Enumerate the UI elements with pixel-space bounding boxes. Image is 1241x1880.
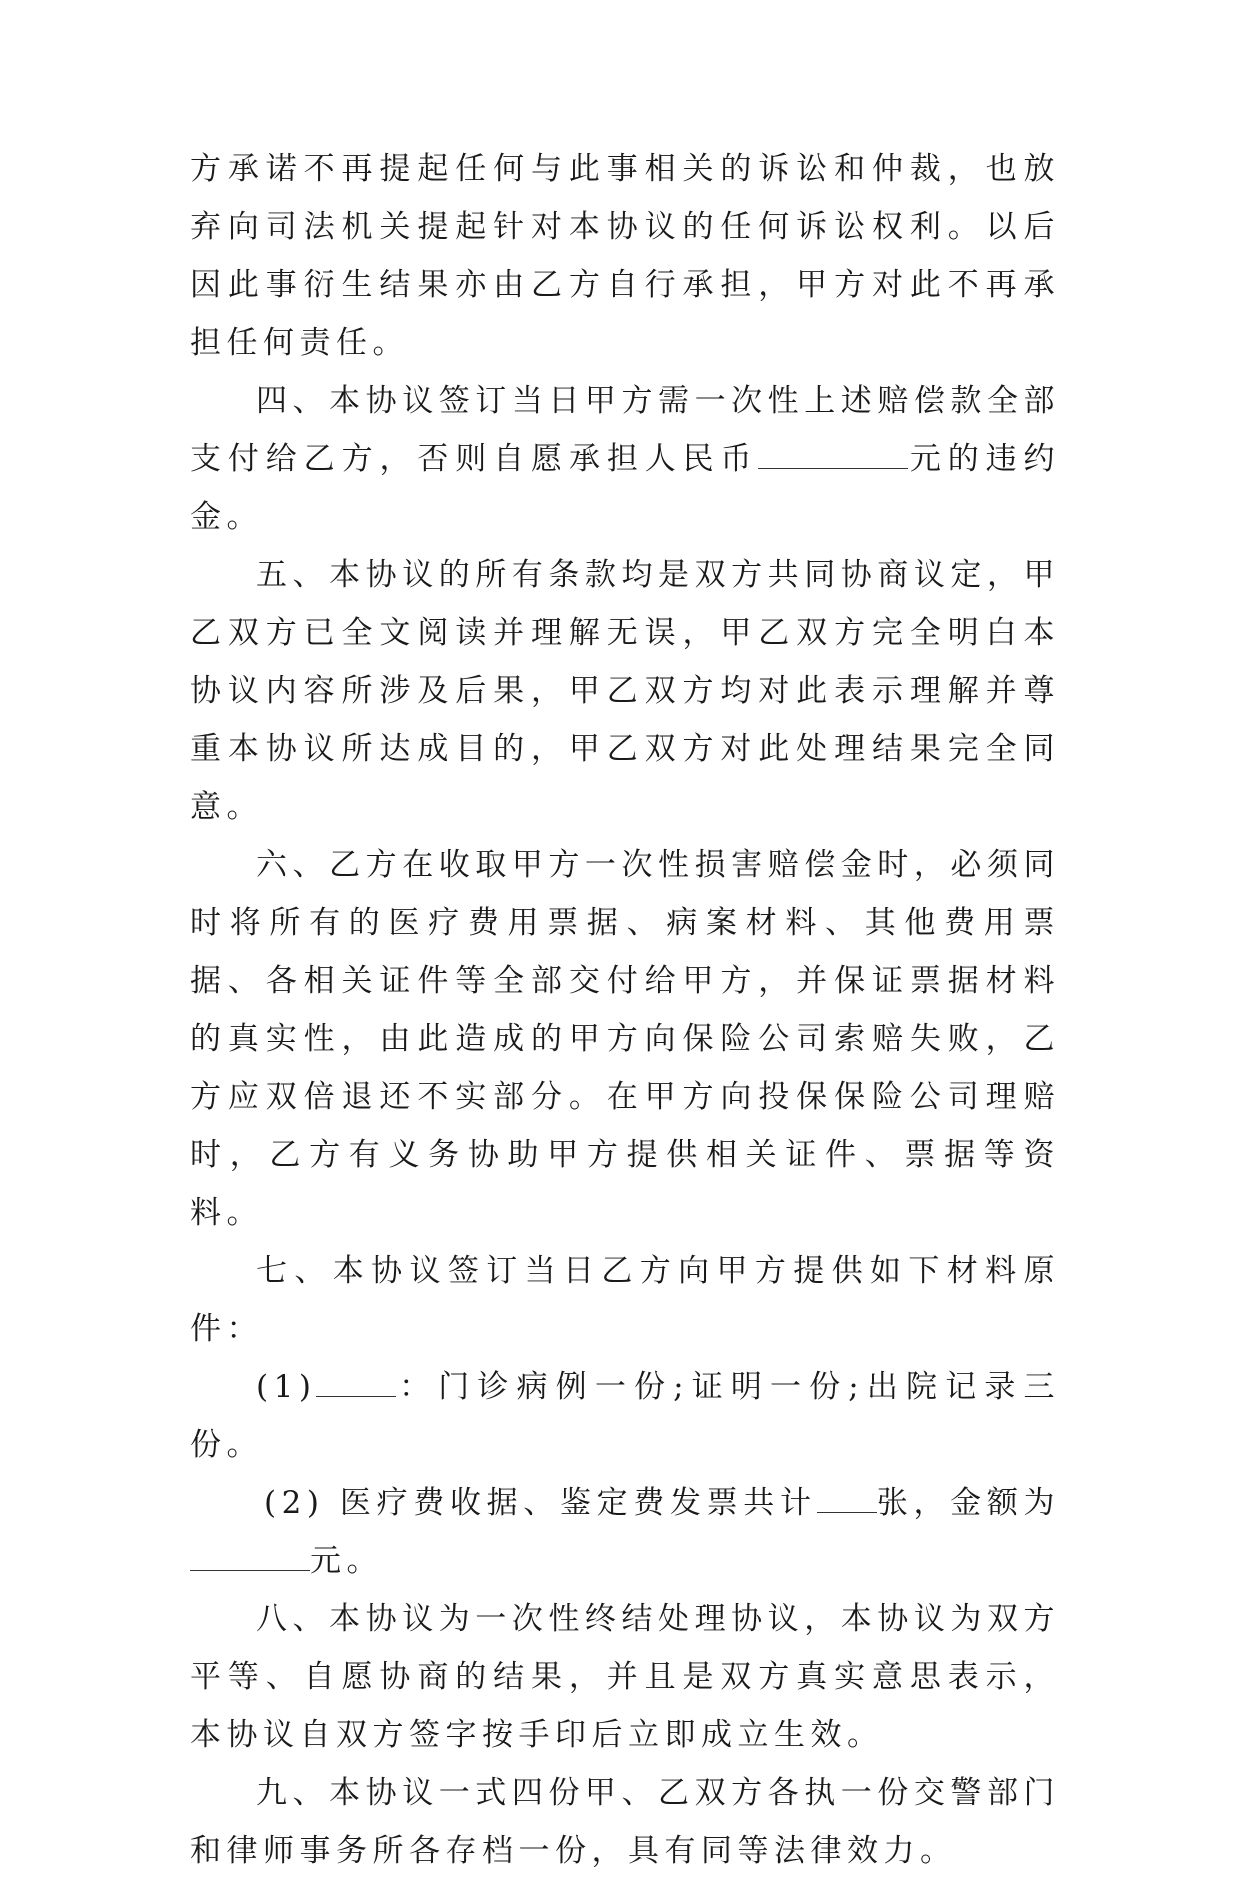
clause-7-item-2-text-c: 元。 bbox=[310, 1543, 383, 1579]
clause-7-item-2-cont bbox=[190, 1532, 1060, 1590]
penalty-amount-blank bbox=[758, 440, 908, 469]
clause-7-item-1-prefix: (1) bbox=[256, 1369, 317, 1405]
clause-4-text-b: 元的违约金。 bbox=[190, 441, 1061, 535]
clause-7-text: 七、本协议签订当日乙方向甲方提供如下材料原件： bbox=[190, 1253, 1060, 1347]
clause-7-item-1-text: ：门诊病例一份;证明一份;出院记录三份。 bbox=[190, 1369, 1060, 1463]
clause-5 bbox=[190, 546, 1060, 836]
clause-9 bbox=[190, 1764, 1060, 1880]
receipt-count-blank bbox=[817, 1484, 877, 1513]
paragraph-continued bbox=[190, 140, 1060, 372]
clause-7 bbox=[190, 1242, 1060, 1358]
clause-4 bbox=[190, 372, 1060, 546]
paragraph-continued-text: 方承诺不再提起任何与此事相关的诉讼和仲裁，也放弃向司法机关提起针对本协议的任何诉讼权利。以后因此事衍生结果亦由乙方自行承担，甲方对此不再承担任何责任。 bbox=[190, 151, 1060, 361]
receipt-amount-blank bbox=[190, 1542, 310, 1571]
clause-7-item-2-text-a: (2) 医疗费收据、鉴定费发票共计 bbox=[264, 1485, 817, 1521]
document-body bbox=[190, 140, 1060, 1880]
clause-5-text: 五、本协议的所有条款均是双方共同协商议定，甲乙双方已全文阅读并理解无误，甲乙双方完全明白本协议内容所涉及后果，甲乙双方均对此表示理解并尊重本协议所达成目的，甲乙双方对此处理结果完全同意。 bbox=[190, 557, 1060, 825]
item-1-blank bbox=[316, 1368, 396, 1397]
clause-7-item-2-text-b: 张，金额为 bbox=[876, 1485, 1061, 1521]
clause-9-text: 九、本协议一式四份甲、乙双方各执一份交警部门和律师事务所各存档一份，具有同等法律效力。 bbox=[190, 1775, 1060, 1869]
clause-6-text: 六、乙方在收取甲方一次性损害赔偿金时，必须同时将所有的医疗费用票据、病案材料、其他费用票据、各相关证件等全部交付给甲方，并保证票据材料的真实性，由此造成的甲方向保险公司索赔失败，乙方应双倍退还不实部分。在甲方向投保保险公司理赔时，乙方有义务协助甲方提供相关证件、票据等资料。 bbox=[190, 847, 1060, 1231]
clause-7-item-2 bbox=[190, 1474, 1060, 1532]
clause-6 bbox=[190, 836, 1060, 1242]
clause-4-text-a: 四、本协议签订当日甲方需一次性上述赔偿款全部支付给乙方，否则自愿承担人民币 bbox=[190, 383, 1060, 477]
clause-8-text: 八、本协议为一次性终结处理协议，本协议为双方平等、自愿协商的结果，并且是双方真实意思表示，本协议自双方签字按手印后立即成立生效。 bbox=[190, 1601, 1060, 1753]
clause-8 bbox=[190, 1590, 1060, 1764]
clause-7-item-1 bbox=[190, 1358, 1060, 1474]
